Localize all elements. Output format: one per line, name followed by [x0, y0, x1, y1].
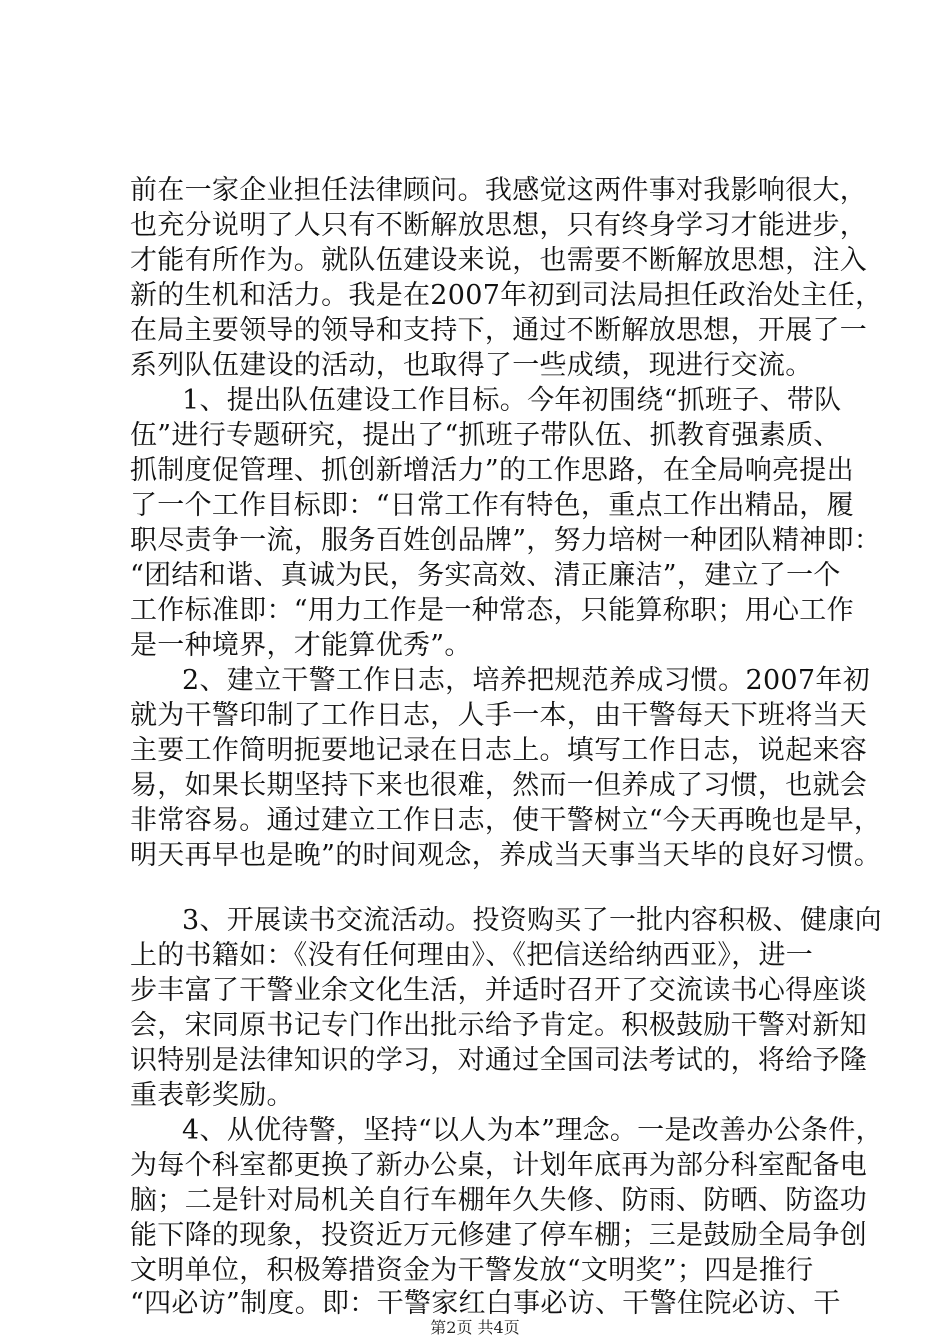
text-line: 重表彰奖励。 — [130, 1080, 294, 1111]
text-line: 是一种境界，才能算优秀”。 — [130, 630, 472, 661]
paragraph-first-line: 1、提出队伍建设工作目标。今年初围绕“抓班子、带队 — [182, 385, 842, 416]
text-line: 非常容易。通过建立工作日志，使干警树立“今天再晚也是早， — [130, 805, 882, 836]
text-line: 前在一家企业担任法律顾问。我感觉这两件事对我影响很大， — [130, 175, 868, 206]
text-line: 主要工作简明扼要地记录在日志上。填写工作日志，说起来容 — [130, 735, 868, 766]
text-line: 明天再早也是晚”的时间观念，养成当天事当天毕的良好习惯。 — [130, 840, 882, 871]
text-line: 工作标准即：“用力工作是一种常态，只能算称职；用心工作 — [130, 595, 854, 626]
paragraph-first-line: 3、开展读书交流活动。投资购买了一批内容积极、健康向 — [182, 905, 882, 936]
text-line: 了一个工作目标即：“日常工作有特色，重点工作出精品，履 — [130, 490, 854, 521]
text-line: 也充分说明了人只有不断解放思想，只有终身学习才能进步， — [130, 210, 868, 241]
text-line: 伍”进行专题研究，提出了“抓班子带队伍、抓教育强素质、 — [130, 420, 841, 451]
text-line: 文明单位，积极筹措资金为干警发放“文明奖”；四是推行 — [130, 1255, 814, 1286]
text-line: 为每个科室都更换了新办公桌，计划年底再为部分科室配备电 — [130, 1150, 868, 1181]
text-line: 能下降的现象，投资近万元修建了停车棚；三是鼓励全局争创 — [130, 1220, 868, 1251]
text-line: 会，宋同原书记专门作出批示给予肯定。积极鼓励干警对新知 — [130, 1010, 868, 1041]
text-line: 才能有所作为。就队伍建设来说，也需要不断解放思想，注入 — [130, 245, 868, 276]
paragraph-first-line: 4、从优待警，坚持“以人为本”理念。一是改善办公条件， — [182, 1115, 883, 1146]
text-line: “团结和谐、真诚为民，务实高效、清正廉洁”，建立了一个 — [130, 560, 841, 591]
text-line: 抓制度促管理、抓创新增活力”的工作思路，在全局响亮提出 — [130, 455, 854, 486]
text-line: 职尽责争一流，服务百姓创品牌”，努力培树一种团队精神即： — [130, 525, 882, 556]
text-line: “四必访”制度。即：干警家红白事必访、干警住院必访、干 — [130, 1288, 841, 1319]
text-line: 识特别是法律知识的学习，对通过全国司法考试的，将给予隆 — [130, 1045, 868, 1076]
text-line: 系列队伍建设的活动，也取得了一些成绩，现进行交流。 — [130, 350, 813, 381]
page-footer: 第2页 共4页 — [430, 1318, 520, 1337]
text-line: 新的生机和活力。我是在2007年初到司法局担任政治处主任， — [130, 280, 883, 311]
text-line: 步丰富了干警业余文化生活，并适时召开了交流读书心得座谈 — [130, 975, 868, 1006]
text-line: 在局主要领导的领导和支持下，通过不断解放思想，开展了一 — [130, 315, 868, 346]
text-line: 易，如果长期坚持下来也很难，然而一但养成了习惯，也就会 — [130, 770, 868, 801]
text-line: 上的书籍如：《没有任何理由》、《把信送给纳西亚》，进一 — [130, 940, 814, 971]
text-line: 就为干警印制了工作日志，人手一本，由干警每天下班将当天 — [130, 700, 868, 731]
text-line: 脑；二是针对局机关自行车棚年久失修、防雨、防晒、防盗功 — [130, 1185, 868, 1216]
paragraph-first-line: 2、建立干警工作日志，培养把规范养成习惯。2007年初 — [182, 665, 870, 696]
